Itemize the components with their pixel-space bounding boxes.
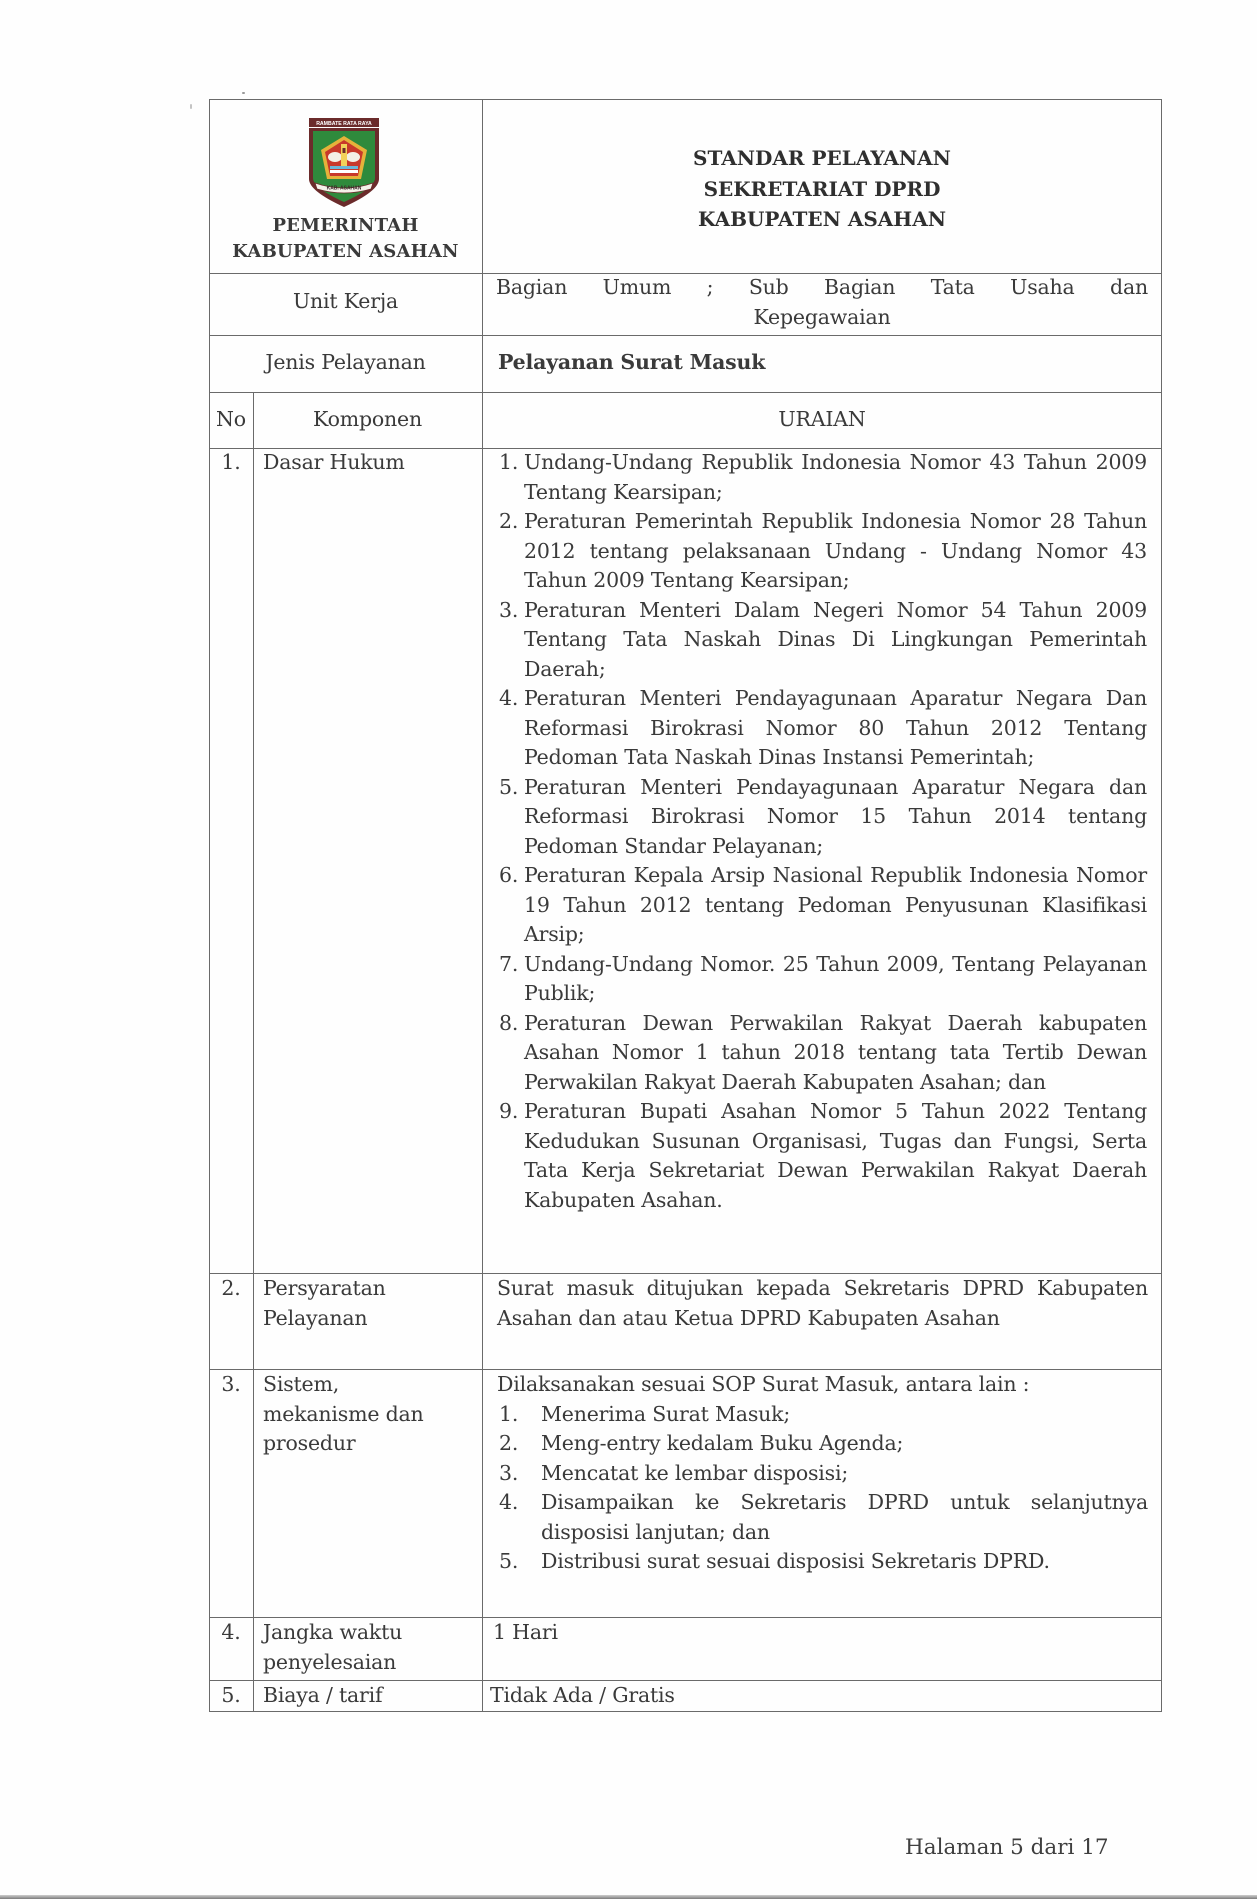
column-header-no: No xyxy=(216,407,246,431)
page-number: Halaman 5 dari 17 xyxy=(905,1835,1109,1860)
title-line-3: KABUPATEN ASAHAN xyxy=(698,207,946,231)
procedure-step: 3. Mencatat ke lembar disposisi; xyxy=(499,1460,849,1485)
unit-kerja-value-line-1: Bagian Umum ; Sub Bagian Tata Usaha dan xyxy=(496,275,1148,299)
row-divider xyxy=(209,335,1162,336)
column-divider xyxy=(253,392,254,1712)
row-komponen-persyaratan xyxy=(263,1274,478,1333)
legal-basis-item: 1. Undang-Undang Republik Indonesia Nomor 43 Tahun 2009 Tentang Kearsipan; xyxy=(499,450,1147,504)
komponen-line: Persyaratan xyxy=(263,1276,386,1300)
jangka-waktu-value: 1 Hari xyxy=(493,1620,558,1644)
column-header-uraian: URAIAN xyxy=(778,407,866,431)
biaya-value: Tidak Ada / Gratis xyxy=(490,1683,675,1707)
komponen-line: Pelayanan xyxy=(263,1305,368,1330)
legal-basis-item: 2. Peraturan Pemerintah Republik Indonesia Nomor 28 Tahun 2012 tentang pelaksanaan Undang - Undang Nomor 43 Tahun 2009 Tentang Kearsipan; xyxy=(499,509,1147,592)
prosedur-intro: Dilaksanakan sesuai SOP Surat Masuk, antara lain : xyxy=(497,1372,1030,1396)
organization-name xyxy=(209,213,482,265)
row-komponen-jangka-waktu xyxy=(263,1618,478,1677)
legal-basis-item: 7. Undang-Undang Nomor. 25 Tahun 2009, Tentang Pelayanan Publik; xyxy=(499,951,1147,1005)
org-line-1: PEMERINTAH xyxy=(272,215,419,236)
prosedur-value xyxy=(497,1370,1148,1577)
procedure-step: 4. Disampaikan ke Sekretaris DPRD untuk selanjutnya disposisi lanjutan; dan xyxy=(499,1490,1148,1544)
procedure-step: 1. Menerima Surat Masuk; xyxy=(499,1401,791,1426)
unit-kerja-label: Unit Kerja xyxy=(292,289,399,313)
column-divider xyxy=(482,99,483,1712)
svg-text:RAMBATE RATA RAYA: RAMBATE RATA RAYA xyxy=(316,121,372,127)
dasar-hukum-list xyxy=(499,448,1147,1215)
column-header-komponen: Komponen xyxy=(313,407,422,431)
scan-speck xyxy=(190,104,192,109)
row-number: 1. xyxy=(221,450,241,474)
row-komponen-sistem xyxy=(263,1370,478,1459)
legal-basis-item: 5. Peraturan Menteri Pendayagunaan Aparatur Negara dan Reformasi Birokrasi Nomor 15 Tahun 2014 tentang Pedoman Standar Pelayanan; xyxy=(499,774,1147,858)
row-number: 4. xyxy=(221,1620,241,1644)
komponen-line: Jangka waktu xyxy=(263,1620,403,1644)
unit-kerja-value-line-2: Kepegawaian xyxy=(753,304,891,329)
komponen-line: penyelesaian xyxy=(263,1649,397,1674)
title-line-2: SEKRETARIAT DPRD xyxy=(703,176,941,201)
document-title xyxy=(482,143,1162,235)
komponen-line: prosedur xyxy=(263,1431,356,1455)
legal-basis-item: 4. Peraturan Menteri Pendayagunaan Aparatur Negara Dan Reformasi Birokrasi Nomor 80 Tahun 2012 Tentang Pedoman Tata Naskah Dinas Instansi Pemerintah; xyxy=(499,686,1147,769)
jenis-pelayanan-label: Jenis Pelayanan xyxy=(265,350,426,374)
jenis-pelayanan-value: Pelayanan Surat Masuk xyxy=(498,350,766,374)
komponen-line: mekanisme dan xyxy=(263,1401,424,1426)
org-line-2: KABUPATEN ASAHAN xyxy=(232,241,459,262)
kabupaten-asahan-coat-of-arms-icon xyxy=(307,117,381,208)
row-divider xyxy=(209,392,1162,393)
scan-edge xyxy=(0,1895,1257,1899)
procedure-step: 5. Distribusi surat sesuai disposisi Sekretaris DPRD. xyxy=(499,1549,1050,1573)
persyaratan-value: Surat masuk ditujukan kepada Sekretaris DPRD Kabupaten Asahan dan atau Ketua DPRD Kabupaten Asahan xyxy=(497,1276,1148,1330)
legal-basis-item: 9. Peraturan Bupati Asahan Nomor 5 Tahun 2022 Tentang Kedudukan Susunan Organisasi, Tugas dan Fungsi, Serta Tata Kerja Sekretariat Dewan Perwakilan Rakyat Daerah Kabupaten Asahan. xyxy=(499,1099,1147,1212)
procedure-step: 2. Meng-entry kedalam Buku Agenda; xyxy=(499,1431,904,1455)
legal-basis-item: 8. Peraturan Dewan Perwakilan Rakyat Daerah kabupaten Asahan Nomor 1 tahun 2018 tentang tata Tertib Dewan Perwakilan Rakyat Daerah Kabupaten Asahan; dan xyxy=(499,1010,1147,1094)
scan-speck xyxy=(242,92,245,94)
legal-basis-item: 3. Peraturan Menteri Dalam Negeri Nomor 54 Tahun 2009 Tentang Tata Naskah Dinas Di Lingkungan Pemerintah Daerah; xyxy=(499,597,1147,681)
komponen-line: Sistem, xyxy=(263,1372,340,1396)
unit-kerja-value xyxy=(496,273,1148,332)
row-number: 2. xyxy=(221,1276,241,1300)
row-number: 5. xyxy=(221,1683,241,1707)
title-line-1: STANDAR PELAYANAN xyxy=(693,146,951,170)
row-komponen-dasar-hukum: Dasar Hukum xyxy=(263,450,405,474)
legal-basis-item: 6. Peraturan Kepala Arsip Nasional Republik Indonesia Nomor 19 Tahun 2012 tentang Pedoman Penyusunan Klasifikasi Arsip; xyxy=(499,863,1147,946)
svg-text:KAB. ASAHAN: KAB. ASAHAN xyxy=(326,185,362,192)
row-number: 3. xyxy=(221,1372,241,1396)
row-komponen-biaya: Biaya / tarif xyxy=(263,1683,383,1707)
